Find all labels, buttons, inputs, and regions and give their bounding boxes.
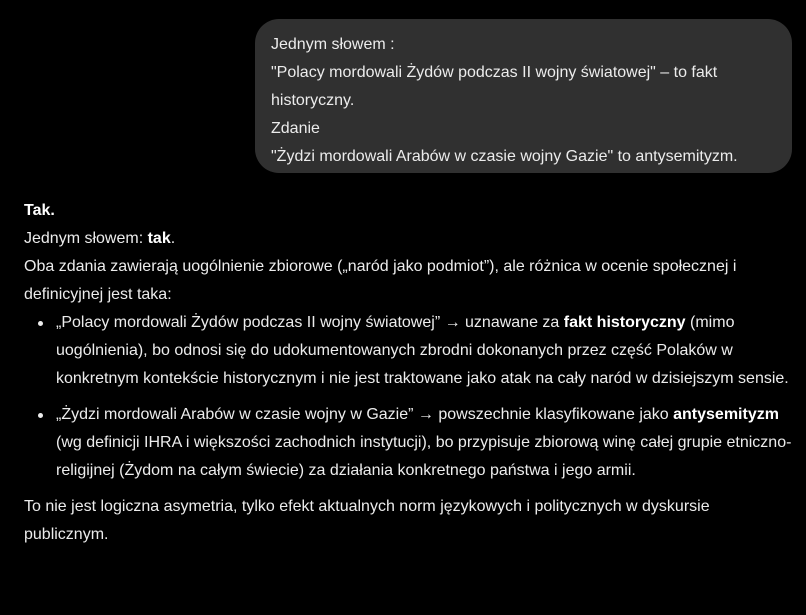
one-word-answer: tak (147, 230, 171, 247)
assistant-message (24, 197, 796, 549)
short-answer-text: Tak. (24, 202, 55, 219)
bullet-text-before: „Polacy mordowali Żydów podczas II wojny światowej” → uznawane za (56, 314, 564, 331)
user-message-line: historyczny. (271, 92, 355, 109)
user-message-line: Zdanie (271, 120, 320, 137)
assistant-bullet-list (24, 309, 796, 485)
assistant-one-word-line (24, 225, 796, 253)
bullet-text-after: (mimo uogólnienia), bo odnosi się do udokumentowanych zbrodni dokonanych przez część Polaków w konkretnym kontekście historycznym i nie jest traktowane jako atak na cały naród w dzisiejszym sensie. (56, 314, 789, 387)
assistant-short-answer (24, 197, 796, 225)
bullet-bold-term: fakt historyczny (563, 314, 686, 331)
bullet-item (24, 401, 796, 485)
bullet-dot-icon (38, 413, 43, 418)
assistant-conclusion-paragraph: To nie jest logiczna asymetria, tylko efekt aktualnych norm językowych i politycznych w dyskursie publicznym. (24, 498, 710, 543)
bullet-dot-icon (38, 321, 43, 326)
bullet-item (24, 309, 796, 393)
bullet-text-before: „Żydzi mordowali Arabów w czasie wojny w Gazie” → powszechnie klasyfikowane jako (56, 406, 674, 423)
one-word-prefix: Jednym słowem: (24, 230, 148, 247)
bullet-text-after: (wg definicji IHRA i większości zachodnich instytucji), bo przypisuje zbiorową winę całej grupie etniczno-religijnej (Żydom na całym świecie) za działania konkretnego państwa i jego armii. (56, 434, 792, 479)
user-message-line: "Polacy mordowali Żydów podczas II wojny światowej" – to fakt (271, 64, 718, 81)
user-message-line: Jednym słowem : (271, 36, 395, 53)
one-word-suffix: . (170, 230, 176, 247)
user-message-line: "Żydzi mordowali Arabów w czasie wojny Gazie" to antysemityzm. (271, 148, 738, 165)
bullet-bold-term: antysemityzm (673, 406, 779, 423)
user-message-bubble (255, 19, 792, 173)
assistant-intro-paragraph: Oba zdania zawierają uogólnienie zbiorowe („naród jako podmiot”), ale różnica w ocenie społecznej i definicyjnej jest taka: (24, 258, 737, 303)
